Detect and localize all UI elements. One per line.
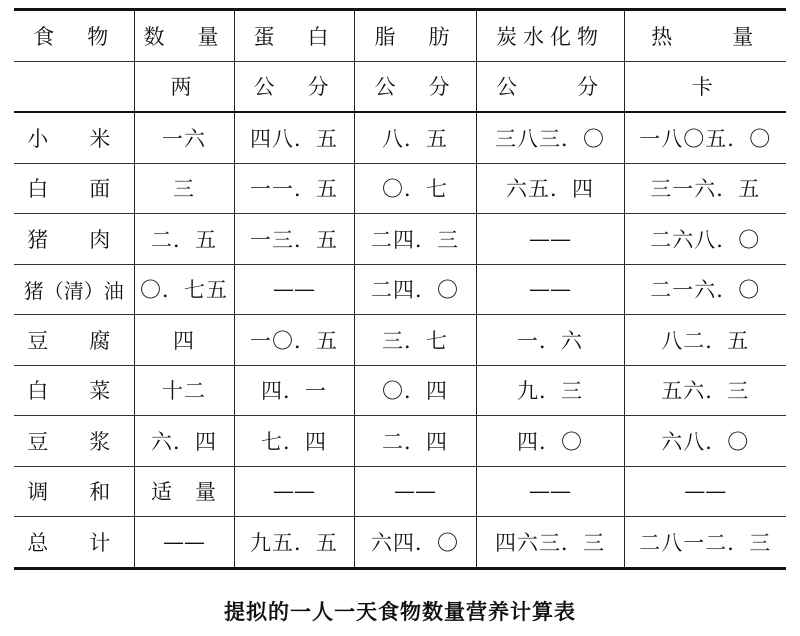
cell-fat: —— [354,466,476,517]
cell-quantity: 适 量 [134,466,234,517]
table-row-total [14,517,786,569]
cell-food: 总 计 [14,517,134,569]
table-row [14,416,786,467]
cell-food: 豆 浆 [14,416,134,467]
cell-protein: 九五．五 [234,517,354,569]
cell-food: 白 菜 [14,365,134,416]
cell-calories: 八二．五 [624,315,786,366]
cell-carbohydrate: —— [476,214,624,265]
cell-fat: 〇．四 [354,365,476,416]
cell-carbohydrate: —— [476,264,624,315]
cell-carbohydrate: 四．〇 [476,416,624,467]
header-calories: 热 量 [624,10,786,62]
cell-food: 猪 肉 [14,214,134,265]
cell-protein: 一一．五 [234,163,354,214]
cell-calories: 三一六．五 [624,163,786,214]
table-caption: 提拟的一人一天食物数量营养计算表 [224,600,576,624]
cell-quantity: —— [134,517,234,569]
table-row [14,466,786,517]
header-quantity: 数 量 [134,10,234,62]
cell-carbohydrate: 九．三 [476,365,624,416]
cell-protein: 七．四 [234,416,354,467]
header-protein: 蛋 白 [234,10,354,62]
unit-fat: 公 分 [354,61,476,112]
cell-quantity: 十二 [134,365,234,416]
cell-food: 小 米 [14,112,134,163]
cell-carbohydrate: —— [476,466,624,517]
cell-quantity: 〇．七五 [134,264,234,315]
cell-protein: —— [234,466,354,517]
cell-fat: 二四．三 [354,214,476,265]
header-carbohydrate: 炭水化物 [476,10,624,62]
cell-fat: 六四．〇 [354,517,476,569]
cell-quantity: 六．四 [134,416,234,467]
cell-quantity: 四 [134,315,234,366]
table-row [14,315,786,366]
nutrition-table [14,8,786,570]
cell-food: 调 和 [14,466,134,517]
unit-quantity: 两 [134,61,234,112]
cell-food: 豆 腐 [14,315,134,366]
header-fat: 脂 肪 [354,10,476,62]
cell-carbohydrate: 四六三．三 [476,517,624,569]
table-row [14,365,786,416]
unit-carbohydrate: 公 分 [476,61,624,112]
unit-protein: 公 分 [234,61,354,112]
cell-quantity: 二．五 [134,214,234,265]
cell-food: 白 面 [14,163,134,214]
cell-protein: 四八．五 [234,112,354,163]
cell-fat: 〇．七 [354,163,476,214]
cell-carbohydrate: 三八三．〇 [476,112,624,163]
unit-food [14,61,134,112]
cell-food: 猪（清）油 [14,264,134,315]
header-food: 食 物 [14,10,134,62]
cell-fat: 三．七 [354,315,476,366]
table-row [14,264,786,315]
header-row [14,10,786,62]
cell-calories: 五六．三 [624,365,786,416]
table-row [14,163,786,214]
cell-calories: 二八一二．三 [624,517,786,569]
cell-calories: 二一六．〇 [624,264,786,315]
cell-protein: 一三．五 [234,214,354,265]
cell-quantity: 三 [134,163,234,214]
cell-calories: —— [624,466,786,517]
table-body [14,112,786,568]
cell-calories: 六八．〇 [624,416,786,467]
cell-carbohydrate: 六五．四 [476,163,624,214]
table-row [14,112,786,163]
unit-row [14,61,786,112]
cell-carbohydrate: 一．六 [476,315,624,366]
table-row [14,214,786,265]
cell-quantity: 一六 [134,112,234,163]
unit-calories: 卡 [624,61,786,112]
cell-protein: —— [234,264,354,315]
cell-calories: 一八〇五．〇 [624,112,786,163]
cell-fat: 八．五 [354,112,476,163]
cell-fat: 二．四 [354,416,476,467]
cell-protein: 四．一 [234,365,354,416]
cell-fat: 二四．〇 [354,264,476,315]
table-container [14,8,786,570]
cell-protein: 一〇．五 [234,315,354,366]
cell-calories: 二六八．〇 [624,214,786,265]
